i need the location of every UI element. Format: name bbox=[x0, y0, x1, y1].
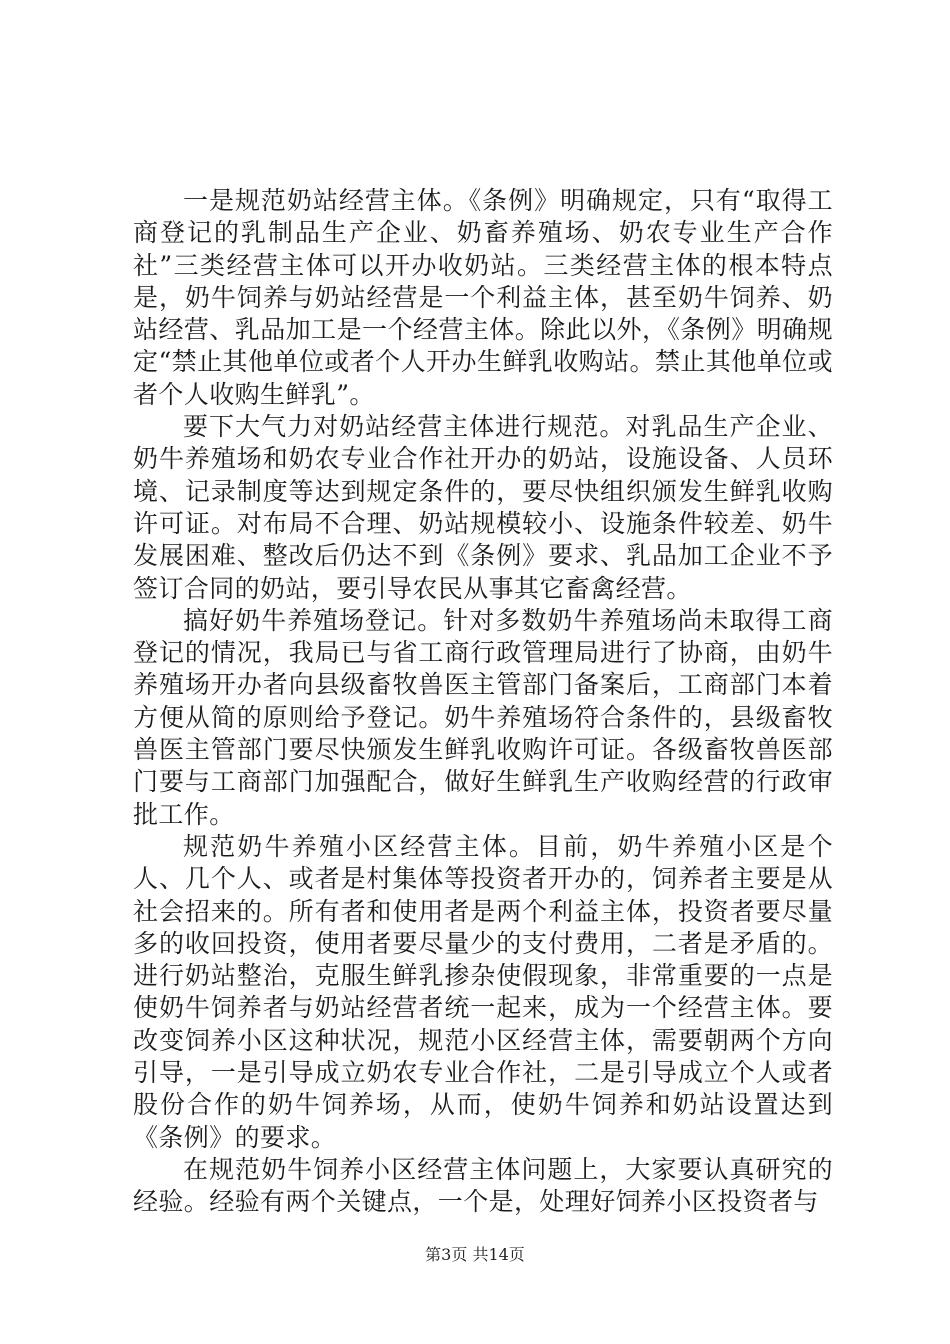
page-number: 第3页 共14页 bbox=[425, 1245, 525, 1264]
paragraph-1: 一是规范奶站经营主体。《条例》明确规定，只有“取得工商登记的乳制品生产企业、奶畜养殖场、奶农专业生产合作社”三类经营主体可以开办收奶站。三类经营主体的根本特点是，奶牛饲养与奶站经营是一个利益主体，甚至奶牛饲养、奶站经营、乳品加工是一个经营主体。除此以外，《条例》明确规定“禁止其他单位或者个人开办生鲜乳收购站。禁止其他单位或者个人收购生鲜乳”。 bbox=[133, 186, 833, 409]
body-text bbox=[133, 185, 833, 1219]
paragraph-4: 规范奶牛养殖小区经营主体。目前，奶牛养殖小区是个人、几个人、或者是村集体等投资者开办的，饲养者主要是从社会招来的。所有者和使用者是两个利益主体，投资者要尽量多的收回投资，使用者要尽量少的支付费用，二者是矛盾的。进行奶站整治，克服生鲜乳掺杂使假现象，非常重要的一点是使奶牛饲养者与奶站经营者统一起来，成为一个经营主体。要改变饲养小区这种状况，规范小区经营主体，需要朝两个方向引导，一是引导成立奶农专业合作社，二是引导成立个人或者股份合作的奶牛饲养场，从而，使奶牛饲养和奶站设置达到《条例》的要求。 bbox=[133, 831, 833, 1152]
paragraph-2: 要下大气力对奶站经营主体进行规范。对乳品生产企业、奶牛养殖场和奶农专业合作社开办的奶站，设施设备、人员环境、记录制度等达到规定条件的，要尽快组织颁发生鲜乳收购许可证。对布局不合理、奶站规模较小、设施条件较差、奶牛发展困难、整改后仍达不到《条例》要求、乳品加工企业不予签订合同的奶站，要引导农民从事其它畜禽经营。 bbox=[133, 412, 833, 603]
paragraph-3: 搞好奶牛养殖场登记。针对多数奶牛养殖场尚未取得工商登记的情况，我局已与省工商行政管理局进行了协商，由奶牛养殖场开办者向县级畜牧兽医主管部门备案后，工商部门本着方便从简的原则给予登记。奶牛养殖场符合条件的，县级畜牧兽医主管部门要尽快颁发生鲜乳收购许可证。各级畜牧兽医部门要与工商部门加强配合，做好生鲜乳生产收购经营的行政审批工作。 bbox=[133, 605, 833, 829]
page-footer bbox=[0, 1245, 950, 1265]
paragraph-5: 在规范奶牛饲养小区经营主体问题上，大家要认真研究的经验。经验有两个关键点，一个是，处理好饲养小区投资者与 bbox=[133, 1154, 833, 1217]
